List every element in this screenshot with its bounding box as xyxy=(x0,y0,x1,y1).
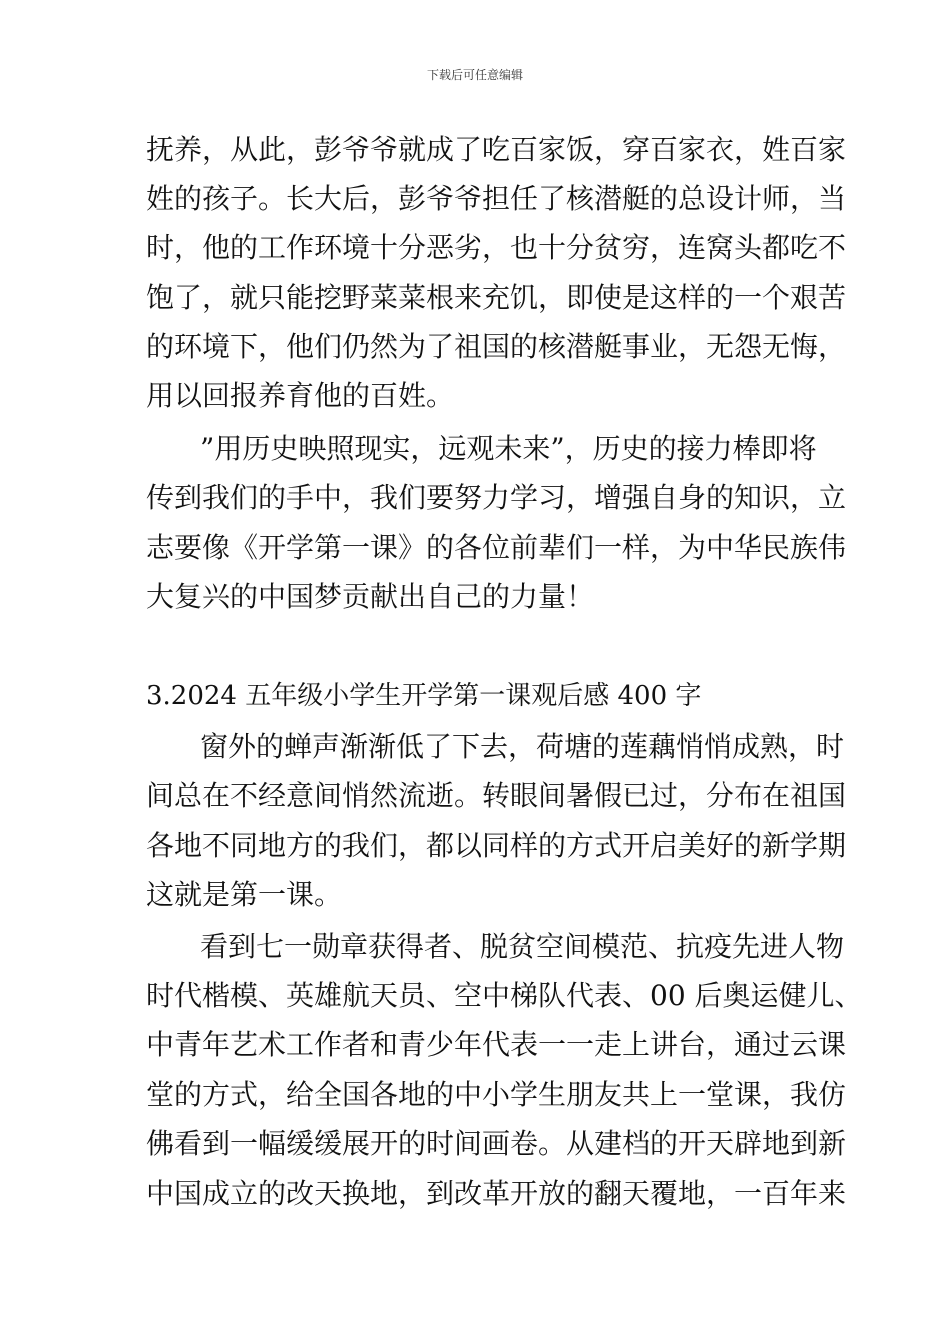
text-line: 用以回报养育他的百姓。 xyxy=(146,379,455,412)
text-line: 看到七一勋章获得者、脱贫空间模范、抗疫先进人物 xyxy=(200,930,845,963)
text-line: 时，他的工作环境十分恶劣，也十分贫穷，连窝头都吃不 xyxy=(146,231,847,264)
text-line: 传到我们的手中，我们要努力学习，增强自身的知识，立 xyxy=(146,481,847,514)
text-line: 窗外的蝉声渐渐低了下去，荷塘的莲藕悄悄成熟，时 xyxy=(200,730,845,763)
text-line: 姓的孩子。长大后，彭爷爷担任了核潜艇的总设计师，当 xyxy=(146,182,847,215)
page-header: 下载后可任意编辑 xyxy=(426,68,523,82)
text-line: 饱了，就只能挖野菜菜根来充饥，即使是这样的一个艰苦 xyxy=(146,281,847,314)
text-line: ”用历史映照现实，远观未来”，历史的接力棒即将 xyxy=(200,432,817,465)
text-line: 时代楷模、英雄航天员、空中梯队代表、00 后奥运健儿、 xyxy=(146,979,863,1012)
text-line: 志要像《开学第一课》的各位前辈们一样，为中华民族伟 xyxy=(146,531,847,564)
text-line: 中青年艺术工作者和青少年代表一一走上讲台，通过云课 xyxy=(146,1028,847,1061)
section-title: 3.2024 五年级小学生开学第一课观后感 400 字 xyxy=(146,681,702,711)
text-line: 大复兴的中国梦贡献出自己的力量！ xyxy=(146,580,595,613)
text-line: 佛看到一幅缓缓展开的时间画卷。从建档的开天辟地到新 xyxy=(146,1127,847,1160)
text-line: 各地不同地方的我们，都以同样的方式开启美好的新学期 xyxy=(146,829,847,862)
text-line: 这就是第一课。 xyxy=(146,878,343,911)
text-line: 间总在不经意间悄然流逝。转眼间暑假已过，分布在祖国 xyxy=(146,779,847,812)
text-line: 的环境下，他们仍然为了祖国的核潜艇事业，无怨无悔， xyxy=(146,330,847,363)
text-line: 抚养，从此，彭爷爷就成了吃百家饭，穿百家衣，姓百家 xyxy=(146,133,847,166)
text-line: 中国成立的改天换地，到改革开放的翻天覆地，一百年来 xyxy=(146,1177,847,1210)
text-line: 堂的方式，给全国各地的中小学生朋友共上一堂课，我仿 xyxy=(146,1078,847,1111)
